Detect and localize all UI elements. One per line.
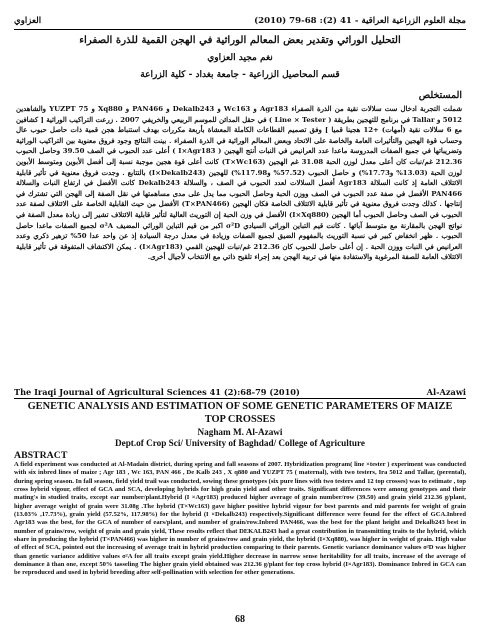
arabic-affiliation: قسم المحاصيل الزراعية - جامعة بغداد - كلية الزراعة bbox=[140, 70, 340, 80]
english-abstract-heading: ABSTRACT bbox=[14, 450, 68, 461]
english-author: Nagham M. Al-Azawi bbox=[197, 427, 283, 437]
english-journal-citation: The Iraqi Journal of Agricultural Sciences 41 (2):68-79 (2010) bbox=[14, 387, 300, 397]
arabic-journal-citation: مجلة العلوم الزراعية العراقية - 41 (2): 68-79 (2010) bbox=[254, 16, 466, 26]
arabic-abstract-body: شملت التجربة ادخال ست سلالات نقية من الذرة الصفراء Agr183 و Wc163 و Dekalb243 و PAN466 و Xq880 و YUZPT 75 والشاهدين 5012 و Tallar في برنامج للتهجين بطريقة ( Line × Tester ) في حقل المدائن للموسم الربيعي والخريفي 2007 . زرعت التراكيب الوراثية [ كشافين مع 6 سلالات نقية (أمهات) +12 هجينا قميا ] وفق تصميم القطاعات الكاملة المعشاة بأربعة مكررات بهدف استنباط هجن قمية ذات حاصل حبوب عال وحساب قوة الهجين والتأثيرات العامة والخاصة على الاتحاد وبعض المعالم الوراثية في الذرة الصفراء . بينت النتائج وجود فروق معنوية بين التراكيب الوراثية وتضريباتها في جميع الصفات المدروسة ماعدا عدد العرانيص في النبات أنتج الهجين ( I×Agr183 ) أعلى عدد الحبوب في الصف 39.50 وحاصل الحبوب 212.36 غم/نبات كان أعلى معدل لوزن الحبة 31.08 غم الهجين (T×Wc163) كانت أعلى قوة هجين موجبة نسبة إلى أفضل الأبوين ومتوسط الأبوين لوزن الحبة (13.03% و17.73%) و حاصل الحبوب (57.52% و117.98%) للهجين (I×Dekalb243) بالتتابع . وجدت فروق معنوية في تأثير قابلية الائتلاف العامة إذ كانت السلالة Agr183 أفضل السلالات لعدد الحبوب في الصف ، والسلالة Dekalb243 كانت الأفضل في ارتفاع النبات والسلالة PAN466 الأفضل في صفة عدد الحبوب في الصف ووزن الحبة وحاصل الحبوب مما يدل على مدى مساهمتها في نقل الصفة إلى الهجن التي تشترك في إنتاجها . كذلك وجدت فروق معنوية في تأثير قابلية الائتلاف الخاصة فكان الهجين (T×PAN466) الأفضل من حيث القابلية الخاصة على الائتلاف لصفة عدد الحبوب في الصف وحاصل الحبوب أما الهجين (I×Xq880) الأفضل في وزن الحبة إن التوريث العالية لتأثير قابلية الائتلاف تشير إلى زيادة معدل الصفة في نواتج الهجن بالمقارنة مع متوسط آبائها . كانت قيم التباين الوراثي السيادي σ²D اكبر من قيم التباين الوراثي المضيف σ²A لجميع الصفات ماعدا حاصل الحبوب . ظهر انخفاض كبير في نسبة التوريث بالمفهوم الضيق لجميع الصفات وزيادة في معدل درجة السيادة إذ عن واحد عدا 50% تزهير ذكري وعدد العرانيص في النبات ووزن الحبة . إن أعلى حاصل للحبوب كان 212.36 غم/نبات للهجين القمي (I×Agr183) . يمكن الاكتشاف المتفوقة في تأثير قابلية الائتلاف العامة للصفة المرغوبة والاستفادة منها في تربية الهجن بعد إجراء تلقيح ذاتي مع الانتخاب لأجيال أخرى. bbox=[16, 105, 462, 262]
english-title: GENETIC ANALYSIS AND ESTIMATION OF SOME GENETIC PARAMETERS OF MAIZE TOP CROSSES bbox=[27, 401, 453, 425]
section-divider bbox=[14, 398, 466, 399]
english-running-header bbox=[14, 386, 466, 398]
arabic-running-header bbox=[14, 14, 466, 28]
arabic-author-short: العزاوي bbox=[14, 16, 42, 26]
english-abstract-body: A field experiment was conducted at Al-Madain district, during spring and fall seasons of 2007. Hybridization program( line ×tester ) experiment was conducted with six inbred lines of maize ; Agr 183 , Wc 163, PAN 466 , De Kalb 243 , X q880 and YUZPT 75 ( maternal), with two testers, Ira 5012 and Tallar, (perental), during spring season. In fall season, field yield trail was conducted, sowing these genotypes (six pure lines with two testers and 12 top crosses) was to estimate , top cross hybrid vigour, effect of GCA and SCA, developing hybrids for high grain yield and other traits. Significant differences were among genotypes and their mating's in studied traits, except ear number/plant.Hybrid (I ×Agr183) produced higher average of grain number/row (39.50) and grain yield 212.36 g/plant, higher average weight of grain were 31.08g .The hybrid (T×Wc163) gave higher positive hybrid vigour for best parents and mid parents for weight of grain (13.03% ,17.73%), grain yield (57.52%, 117.98%) for the hybrid (I ×Dekalb243) respectively.Significant difference were found for the effect of GCA.Inbred Agr183 was the best, for the GCA of number of ears/plant, and number of grain/row.Inbred PAN466, was the best for the plant height and Dekalb243 best in number of grains/row, weight of grain and grain yield, These results reflect that DEKALB243 had a great contribution in transmitting traits to the hybrid, which share in producing the hybrid (T×PAN466) was higher in number of grains/row and grain yield, the hybrid (I×Xq880), was higher in weight of grain. High value of effect of SCA, pointed out the increasing of average trait in hybrid production comparing to their parents. Genetic variance dominance values σ²D was higher than genetic variance additive values σ²A for all traits except grain yield.Higher decrease in narrow sense heritability for all traits, increase of the average of dominance ā than one, except 50% tasseling The higher grain yield obtained was 212.36 g/plant for top cross hybrid (I×Agr183). Dominance Inbred in GCA can be reproduced and used in hybrid breeding after self-pollination with selection for other generations. bbox=[14, 461, 466, 577]
english-affiliation: Dept.of Crop Sci/ University of Baghdad/ College of Agriculture bbox=[114, 438, 365, 448]
arabic-author: نغم مجيد العزاوي bbox=[207, 53, 273, 63]
arabic-abstract-heading: المستخلص bbox=[418, 90, 462, 101]
english-author-short: Al-Azawi bbox=[426, 387, 466, 397]
header-divider bbox=[14, 29, 466, 30]
page-number: 68 bbox=[235, 614, 245, 625]
arabic-title: التحليل الوراثي وتقدير بعض المعالم الوراثية في الهجن القمية للذرة الصفراء bbox=[79, 34, 401, 46]
